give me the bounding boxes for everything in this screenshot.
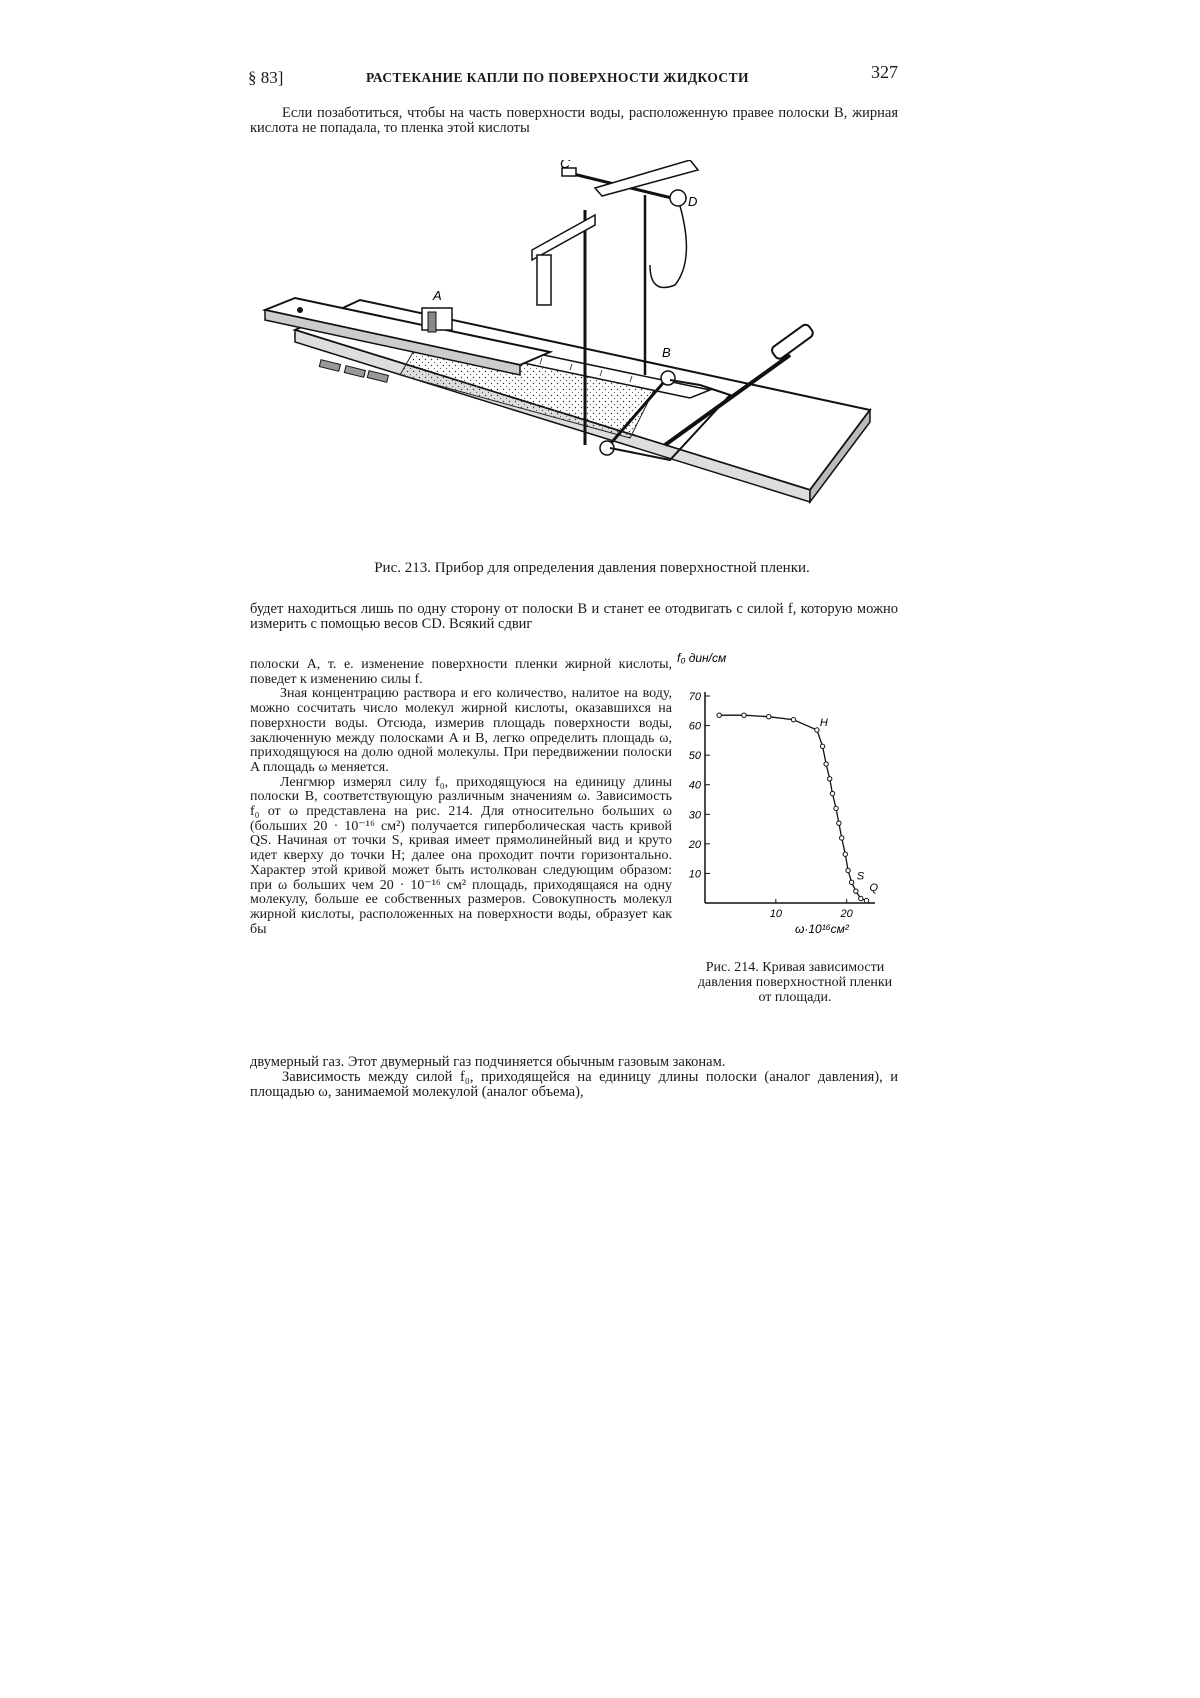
label-b: B [662, 345, 671, 360]
data-point [837, 821, 841, 825]
x-tick-label: 20 [840, 908, 853, 920]
text-paragraph: Зависимость между силой f₀, приходящейся на единицу длины полоски (аналог давления), и площадью ω, занимаемой молекулой (аналог объема), [250, 1069, 898, 1100]
label-a: A [433, 288, 442, 303]
figure-214-caption: Рис. 214. Кривая зависимости давления поверхностной пленки от площади. [697, 960, 893, 1005]
data-point [834, 806, 838, 810]
y-axis-label: f₀ дин/см [677, 651, 727, 665]
paragraph-intro: Если позаботиться, чтобы на часть поверхности воды, расположенную правее полоски B, жирная кислота не попадала, то пленка этой кислоты [250, 105, 898, 136]
weight-bar [344, 366, 365, 378]
paragraph-continuation: будет находиться лишь по одну сторону от полоски B и станет ее отодвигать с силой f, которую можно измерить с помощью весов CD. Всякий сдвиг [250, 601, 898, 632]
text-paragraph: полоски A, т. е. изменение поверхности пленки жирной кислоты, поведет к изменению силы f. [250, 657, 672, 687]
label-d: D [688, 194, 698, 209]
counterweight-d [670, 190, 686, 206]
y-tick-label: 20 [688, 838, 701, 851]
page-number: 327 [871, 62, 898, 82]
data-point [859, 896, 863, 900]
y-tick-label: 60 [688, 720, 701, 733]
data-point [830, 791, 834, 795]
x-axis-label: ω·10¹⁶см² [795, 922, 849, 936]
apparatus-illustration [250, 160, 900, 560]
data-point [767, 715, 771, 719]
strip-a-holder [422, 308, 452, 330]
text-paragraph: двумерный газ. Этот двумерный газ подчиняется обычным газовым законам. [250, 1054, 726, 1070]
text-column [250, 658, 672, 937]
section-number: § 83] [248, 68, 284, 87]
label-c: C [560, 160, 571, 171]
page-header [248, 60, 898, 90]
hanging-plate [537, 255, 551, 305]
strip-a-clamp [428, 312, 436, 332]
bottom-text [250, 1055, 898, 1100]
data-point [820, 744, 824, 748]
data-point [864, 898, 868, 902]
figure-214 [675, 648, 905, 958]
y-tick-label: 30 [688, 809, 701, 822]
data-point [815, 728, 819, 732]
point-label-h: H [819, 717, 828, 730]
data-point [742, 713, 746, 717]
y-tick-label: 40 [688, 779, 701, 792]
data-point [791, 717, 795, 721]
point-label-q: Q [869, 882, 879, 895]
arm-screw [297, 307, 303, 313]
data-point [717, 713, 721, 717]
hanging-loop [650, 206, 686, 288]
y-tick-label: 50 [688, 750, 701, 763]
figure-213 [250, 160, 900, 560]
strip-b-float [661, 371, 675, 385]
x-tick-label: 10 [769, 908, 782, 920]
figure-213-caption: Рис. 213. Прибор для определения давления поверхностной пленки. [374, 560, 810, 576]
data-point [840, 836, 844, 840]
text-paragraph: Зная концентрацию раствора и его количество, налитое на воду, можно сосчитать число молекул жирной кислоты, оказавшихся на поверхности воды. Отсюда, измерив площадь поверхности воды, заключенную между полосками A и B, легко определить площадь ω, приходящуюся на долю одной молекулы. При передвижении полоски A площадь ω меняется. [250, 686, 672, 775]
data-point [846, 868, 850, 872]
point-label-s: S [856, 870, 865, 883]
y-tick-label: 70 [688, 691, 701, 703]
data-point [843, 852, 847, 856]
data-point [824, 762, 828, 766]
weight-bar [367, 371, 388, 383]
data-curve [719, 715, 866, 900]
text-paragraph: Ленгмюр измерял силу f₀, приходящуюся на единицу длины полоски B, соответствующую различным значениям ω. Зависимость f₀ от ω представлена на рис. 214. Для относительно больших ω (больших 20 · 10⁻¹⁶ см²) получается гиперболическая часть кривой QS. Начиная от точки S, кривая имеет прямолинейный вид и круто идет кверху до точки H; далее она проходит почти горизонтально. Характер этой кривой может быть истолкован следующим образом: при ω больших чем 20 · 10⁻¹⁶ см² площадь, приходящаяся на одну молекулу, больше ее собственных размеров. Совокупность молекул жирной кислоты, расположенных на поверхности воды, образует как бы [250, 774, 672, 937]
running-title: РАСТЕКАНИЕ КАПЛИ ПО ПОВЕРХНОСТИ ЖИДКОСТИ [366, 70, 749, 85]
handle-grip [770, 323, 815, 361]
pressure-area-chart [675, 648, 905, 958]
weight-bar [319, 360, 340, 372]
y-tick-label: 10 [688, 868, 701, 881]
data-point [827, 777, 831, 781]
data-point [849, 880, 853, 884]
data-point [854, 889, 858, 893]
